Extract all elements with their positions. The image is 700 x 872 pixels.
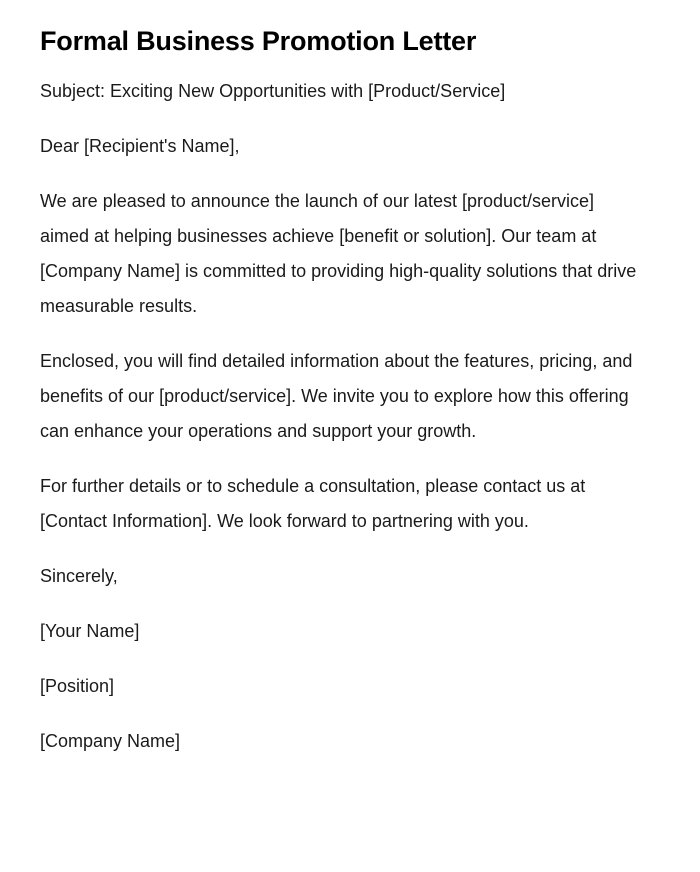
signature-position: [Position] <box>40 676 115 696</box>
closing-salutation: Sincerely, <box>40 566 118 586</box>
salutation: Dear [Recipient's Name], <box>40 136 240 156</box>
body-paragraph-1: We are pleased to announce the launch of our latest [product/service] aimed at helping businesses achieve [benefit or solution]. Our team at [Company Name] is committed to providing high-quality solutions that drive measurable results. <box>40 191 637 316</box>
body-paragraph-2: Enclosed, you will find detailed information about the features, pricing, and benefits of our [product/service]. We invite you to explore how this offering can enhance your operations and support your growth. <box>40 351 633 441</box>
page-title: Formal Business Promotion Letter <box>40 26 477 56</box>
signature-company: [Company Name] <box>40 731 181 751</box>
signature-name: [Your Name] <box>40 621 140 641</box>
subject-line: Subject: Exciting New Opportunities with [Product/Service] <box>40 81 506 101</box>
body-paragraph-3: For further details or to schedule a consultation, please contact us at [Contact Information]. We look forward to partnering with you. <box>40 476 586 531</box>
